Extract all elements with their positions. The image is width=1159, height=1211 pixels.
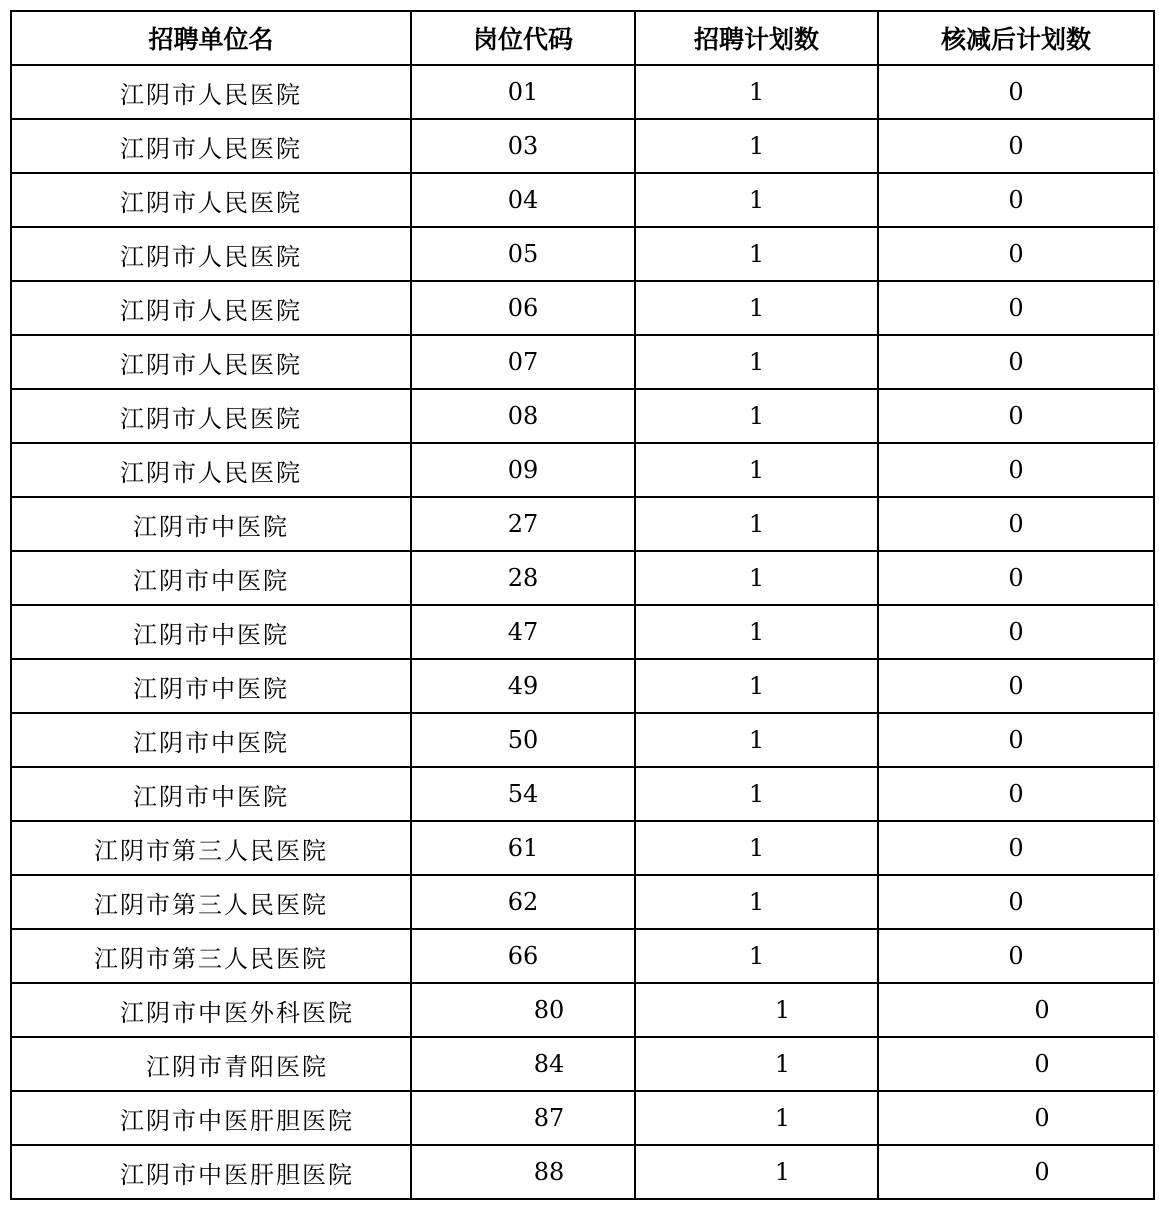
cell-position-code: 08 — [411, 389, 635, 443]
cell-unit-name: 江阴市中医肝胆医院 — [11, 1145, 411, 1199]
cell-unit-name: 江阴市第三人民医院 — [11, 929, 411, 983]
cell-plan-count: 1 — [635, 227, 878, 281]
cell-unit-name: 江阴市人民医院 — [11, 281, 411, 335]
cell-position-code: 80 — [411, 983, 635, 1037]
cell-position-code: 05 — [411, 227, 635, 281]
table-row — [11, 335, 1154, 389]
table-header-row — [11, 11, 1154, 65]
cell-reduced-count: 0 — [878, 389, 1154, 443]
cell-position-code: 88 — [411, 1145, 635, 1199]
table-row — [11, 443, 1154, 497]
cell-position-code: 07 — [411, 335, 635, 389]
cell-position-code: 50 — [411, 713, 635, 767]
cell-plan-count: 1 — [635, 983, 878, 1037]
cell-position-code: 09 — [411, 443, 635, 497]
cell-position-code: 87 — [411, 1091, 635, 1145]
cell-reduced-count: 0 — [878, 929, 1154, 983]
table-row — [11, 983, 1154, 1037]
cell-reduced-count: 0 — [878, 335, 1154, 389]
cell-unit-name: 江阴市人民医院 — [11, 389, 411, 443]
cell-reduced-count: 0 — [878, 65, 1154, 119]
cell-plan-count: 1 — [635, 821, 878, 875]
cell-reduced-count: 0 — [878, 983, 1154, 1037]
cell-unit-name: 江阴市人民医院 — [11, 335, 411, 389]
cell-unit-name: 江阴市人民医院 — [11, 173, 411, 227]
cell-position-code: 28 — [411, 551, 635, 605]
table-row — [11, 227, 1154, 281]
cell-unit-name: 江阴市青阳医院 — [11, 1037, 411, 1091]
cell-unit-name: 江阴市中医外科医院 — [11, 983, 411, 1037]
table-row — [11, 929, 1154, 983]
cell-reduced-count: 0 — [878, 1145, 1154, 1199]
cell-position-code: 06 — [411, 281, 635, 335]
table-row — [11, 497, 1154, 551]
cell-plan-count: 1 — [635, 929, 878, 983]
cell-unit-name: 江阴市人民医院 — [11, 227, 411, 281]
cell-unit-name: 江阴市中医院 — [11, 659, 411, 713]
cell-unit-name: 江阴市中医院 — [11, 551, 411, 605]
cell-reduced-count: 0 — [878, 281, 1154, 335]
cell-unit-name: 江阴市第三人民医院 — [11, 875, 411, 929]
table-row — [11, 389, 1154, 443]
cell-position-code: 03 — [411, 119, 635, 173]
cell-position-code: 66 — [411, 929, 635, 983]
cell-unit-name: 江阴市人民医院 — [11, 443, 411, 497]
recruitment-table-container — [10, 10, 1153, 1206]
table-row — [11, 551, 1154, 605]
table-row — [11, 1091, 1154, 1145]
cell-reduced-count: 0 — [878, 173, 1154, 227]
header-position-code: 岗位代码 — [411, 11, 635, 65]
cell-plan-count: 1 — [635, 281, 878, 335]
table-body — [11, 65, 1154, 1199]
cell-reduced-count: 0 — [878, 659, 1154, 713]
cell-plan-count: 1 — [635, 1091, 878, 1145]
cell-reduced-count: 0 — [878, 227, 1154, 281]
cell-reduced-count: 0 — [878, 551, 1154, 605]
header-plan-count: 招聘计划数 — [635, 11, 878, 65]
cell-position-code: 47 — [411, 605, 635, 659]
cell-reduced-count: 0 — [878, 443, 1154, 497]
table-row — [11, 281, 1154, 335]
cell-reduced-count: 0 — [878, 119, 1154, 173]
cell-plan-count: 1 — [635, 767, 878, 821]
cell-reduced-count: 0 — [878, 767, 1154, 821]
cell-plan-count: 1 — [635, 497, 878, 551]
cell-plan-count: 1 — [635, 119, 878, 173]
table-row — [11, 119, 1154, 173]
cell-reduced-count: 0 — [878, 497, 1154, 551]
cell-unit-name: 江阴市中医肝胆医院 — [11, 1091, 411, 1145]
table-row — [11, 65, 1154, 119]
cell-unit-name: 江阴市中医院 — [11, 497, 411, 551]
cell-plan-count: 1 — [635, 659, 878, 713]
table-row — [11, 173, 1154, 227]
table-row — [11, 767, 1154, 821]
cell-plan-count: 1 — [635, 1037, 878, 1091]
cell-position-code: 04 — [411, 173, 635, 227]
header-reduced-plan-count: 核减后计划数 — [878, 11, 1154, 65]
cell-plan-count: 1 — [635, 65, 878, 119]
cell-unit-name: 江阴市人民医院 — [11, 65, 411, 119]
table-row — [11, 875, 1154, 929]
cell-position-code: 01 — [411, 65, 635, 119]
cell-reduced-count: 0 — [878, 875, 1154, 929]
cell-plan-count: 1 — [635, 335, 878, 389]
cell-unit-name: 江阴市中医院 — [11, 605, 411, 659]
cell-unit-name: 江阴市人民医院 — [11, 119, 411, 173]
cell-position-code: 61 — [411, 821, 635, 875]
table-row — [11, 605, 1154, 659]
cell-position-code: 62 — [411, 875, 635, 929]
cell-position-code: 27 — [411, 497, 635, 551]
cell-unit-name: 江阴市中医院 — [11, 713, 411, 767]
recruitment-plan-table — [10, 10, 1155, 1200]
cell-plan-count: 1 — [635, 875, 878, 929]
table-row — [11, 821, 1154, 875]
cell-reduced-count: 0 — [878, 821, 1154, 875]
cell-position-code: 84 — [411, 1037, 635, 1091]
cell-plan-count: 1 — [635, 443, 878, 497]
cell-unit-name: 江阴市中医院 — [11, 767, 411, 821]
cell-plan-count: 1 — [635, 1145, 878, 1199]
table-row — [11, 713, 1154, 767]
cell-reduced-count: 0 — [878, 713, 1154, 767]
cell-plan-count: 1 — [635, 713, 878, 767]
table-row — [11, 1145, 1154, 1199]
cell-plan-count: 1 — [635, 173, 878, 227]
cell-unit-name: 江阴市第三人民医院 — [11, 821, 411, 875]
cell-plan-count: 1 — [635, 389, 878, 443]
cell-reduced-count: 0 — [878, 605, 1154, 659]
table-row — [11, 659, 1154, 713]
cell-plan-count: 1 — [635, 551, 878, 605]
table-row — [11, 1037, 1154, 1091]
cell-plan-count: 1 — [635, 605, 878, 659]
cell-reduced-count: 0 — [878, 1037, 1154, 1091]
header-unit-name: 招聘单位名 — [11, 11, 411, 65]
cell-position-code: 54 — [411, 767, 635, 821]
cell-reduced-count: 0 — [878, 1091, 1154, 1145]
cell-position-code: 49 — [411, 659, 635, 713]
